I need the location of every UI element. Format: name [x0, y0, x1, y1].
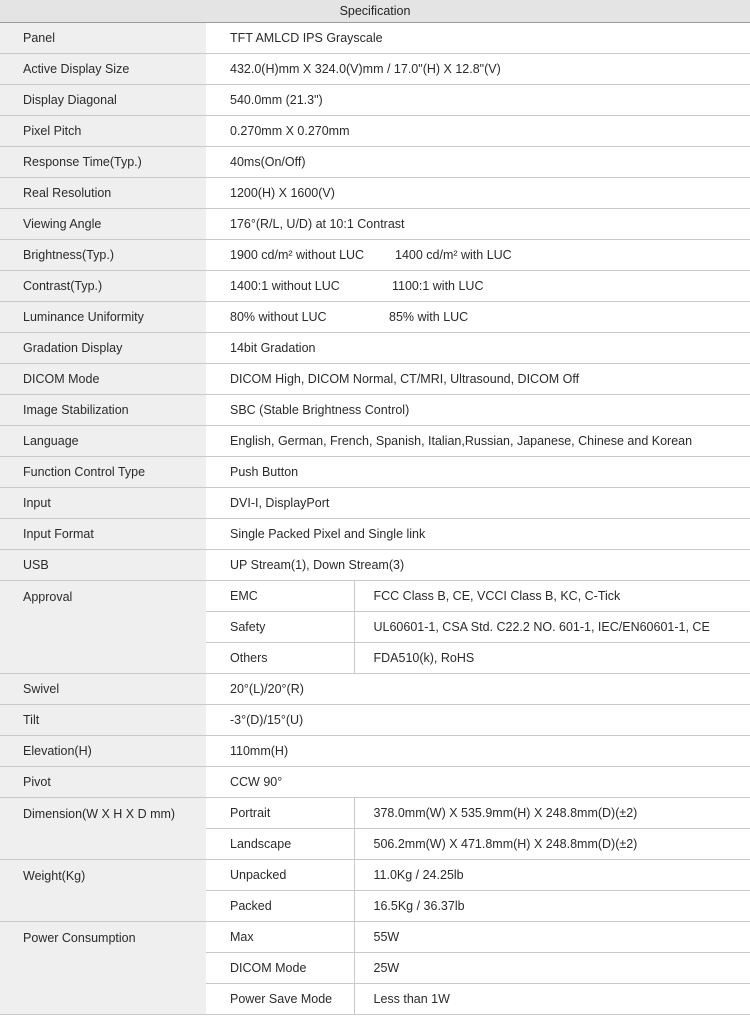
spec-row-approval	[0, 581, 750, 612]
spec-row-response-time	[0, 147, 750, 178]
spec-row-active-display-size	[0, 54, 750, 85]
spec-row-real-resolution	[0, 178, 750, 209]
spec-value: 176°(R/L, U/D) at 10:1 Contrast	[206, 209, 750, 240]
spec-value: SBC (Stable Brightness Control)	[206, 395, 750, 426]
spec-label: Swivel	[0, 674, 206, 705]
spec-label: Real Resolution	[0, 178, 206, 209]
spec-value: TFT AMLCD IPS Grayscale	[206, 23, 750, 54]
spec-row-image-stabilization	[0, 395, 750, 426]
spec-row-elevation	[0, 736, 750, 767]
spec-value	[206, 240, 750, 271]
spec-value: 40ms(On/Off)	[206, 147, 750, 178]
spec-sub-label: EMC	[206, 581, 354, 612]
spec-row-pixel-pitch	[0, 116, 750, 147]
spec-sub-label: Max	[206, 922, 354, 953]
spec-value: DVI-I, DisplayPort	[206, 488, 750, 519]
spec-value: 432.0(H)mm X 324.0(V)mm / 17.0"(H) X 12.8"(V)	[206, 54, 750, 85]
spec-row-panel	[0, 23, 750, 54]
spec-label: Panel	[0, 23, 206, 54]
spec-value: UP Stream(1), Down Stream(3)	[206, 550, 750, 581]
spec-label: Pivot	[0, 767, 206, 798]
spec-sub-value: UL60601-1, CSA Std. C22.2 NO. 601-1, IEC/EN60601-1, CE	[354, 612, 750, 643]
spec-sub-label: DICOM Mode	[206, 953, 354, 984]
spec-label: Tilt	[0, 705, 206, 736]
spec-row-viewing-angle	[0, 209, 750, 240]
spec-row-dicom-mode	[0, 364, 750, 395]
spec-label: Display Diagonal	[0, 85, 206, 116]
spec-value-with-luc: 1100:1 with LUC	[392, 279, 484, 293]
table-title: Specification	[0, 0, 750, 23]
spec-label: Approval	[0, 581, 206, 674]
spec-label: Function Control Type	[0, 457, 206, 488]
spec-label: Elevation(H)	[0, 736, 206, 767]
spec-row-language	[0, 426, 750, 457]
spec-row-gradation-display	[0, 333, 750, 364]
spec-row-input-format	[0, 519, 750, 550]
spec-row-dimension	[0, 798, 750, 829]
spec-sub-label: Unpacked	[206, 860, 354, 891]
spec-sub-value: Less than 1W	[354, 984, 750, 1015]
spec-row-tilt	[0, 705, 750, 736]
spec-row-brightness	[0, 240, 750, 271]
table-header-row	[0, 0, 750, 23]
spec-label: Power Consumption	[0, 922, 206, 1015]
spec-sub-label: Safety	[206, 612, 354, 643]
spec-sub-label: Power Save Mode	[206, 984, 354, 1015]
spec-row-swivel	[0, 674, 750, 705]
spec-value-with-luc: 1400 cd/m² with LUC	[395, 248, 512, 262]
spec-sub-label: Packed	[206, 891, 354, 922]
spec-label: Weight(Kg)	[0, 860, 206, 922]
spec-label: Contrast(Typ.)	[0, 271, 206, 302]
spec-label: Language	[0, 426, 206, 457]
spec-sub-value: 506.2mm(W) X 471.8mm(H) X 248.8mm(D)(±2)	[354, 829, 750, 860]
spec-row-luminance-uniformity	[0, 302, 750, 333]
spec-sub-value: 25W	[354, 953, 750, 984]
spec-value: 110mm(H)	[206, 736, 750, 767]
spec-sub-value: 378.0mm(W) X 535.9mm(H) X 248.8mm(D)(±2)	[354, 798, 750, 829]
spec-label: Pixel Pitch	[0, 116, 206, 147]
spec-value-without-luc: 1400:1 without LUC	[230, 279, 340, 293]
spec-value: English, German, French, Spanish, Italian,Russian, Japanese, Chinese and Korean	[206, 426, 750, 457]
spec-value: 0.270mm X 0.270mm	[206, 116, 750, 147]
spec-row-usb	[0, 550, 750, 581]
spec-label: USB	[0, 550, 206, 581]
spec-value: Push Button	[206, 457, 750, 488]
spec-sub-label: Others	[206, 643, 354, 674]
spec-row-display-diagonal	[0, 85, 750, 116]
spec-value	[206, 271, 750, 302]
spec-sub-value: FCC Class B, CE, VCCI Class B, KC, C-Tick	[354, 581, 750, 612]
spec-row-input	[0, 488, 750, 519]
spec-label: Input	[0, 488, 206, 519]
spec-label: Image Stabilization	[0, 395, 206, 426]
spec-value: 14bit Gradation	[206, 333, 750, 364]
spec-sub-value: 16.5Kg / 36.37lb	[354, 891, 750, 922]
spec-value-without-luc: 80% without LUC	[230, 310, 327, 324]
spec-row-contrast	[0, 271, 750, 302]
spec-value: 540.0mm (21.3")	[206, 85, 750, 116]
spec-label: DICOM Mode	[0, 364, 206, 395]
spec-row-function-control-type	[0, 457, 750, 488]
spec-sub-value: 55W	[354, 922, 750, 953]
spec-row-power-consumption	[0, 922, 750, 953]
spec-label: Input Format	[0, 519, 206, 550]
spec-sub-value: 11.0Kg / 24.25lb	[354, 860, 750, 891]
spec-label: Gradation Display	[0, 333, 206, 364]
spec-value-with-luc: 85% with LUC	[389, 310, 469, 324]
spec-sub-label: Landscape	[206, 829, 354, 860]
spec-value: 1200(H) X 1600(V)	[206, 178, 750, 209]
spec-value: 20°(L)/20°(R)	[206, 674, 750, 705]
spec-label: Viewing Angle	[0, 209, 206, 240]
spec-value	[206, 302, 750, 333]
spec-label: Active Display Size	[0, 54, 206, 85]
spec-value: Single Packed Pixel and Single link	[206, 519, 750, 550]
spec-row-pivot	[0, 767, 750, 798]
spec-label: Brightness(Typ.)	[0, 240, 206, 271]
spec-value-without-luc: 1900 cd/m² without LUC	[230, 248, 365, 262]
spec-label: Dimension(W X H X D mm)	[0, 798, 206, 860]
spec-label: Response Time(Typ.)	[0, 147, 206, 178]
spec-value: -3°(D)/15°(U)	[206, 705, 750, 736]
spec-value: CCW 90°	[206, 767, 750, 798]
spec-label: Luminance Uniformity	[0, 302, 206, 333]
spec-sub-value: FDA510(k), RoHS	[354, 643, 750, 674]
spec-value: DICOM High, DICOM Normal, CT/MRI, Ultrasound, DICOM Off	[206, 364, 750, 395]
spec-sub-label: Portrait	[206, 798, 354, 829]
spec-row-weight	[0, 860, 750, 891]
